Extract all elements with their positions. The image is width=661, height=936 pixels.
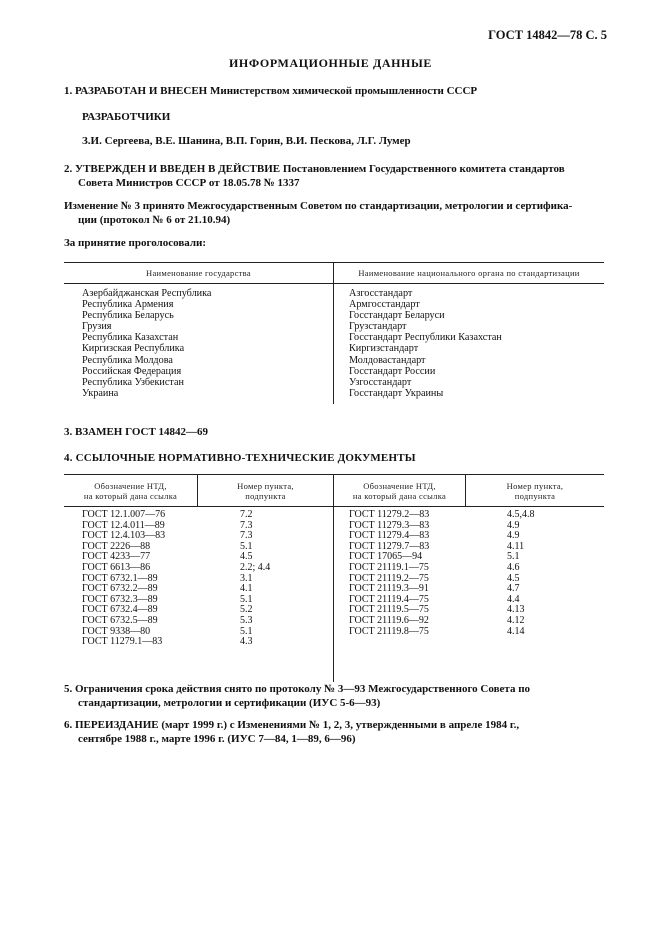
authors-list: З.И. Сергеева, В.Е. Шанина, В.П. Горин, В.И. Пескова, Л.Г. Лумер (82, 135, 411, 147)
section-6-line1: (март 1999 г.) с Изменениями № 1, 2, 3, утвержденными в апреле 1984 г., (161, 719, 520, 731)
refs-left-docs (82, 510, 165, 648)
doc-header-line2: на который дана ссылка (83, 491, 178, 501)
ref-item: 4.6 (507, 561, 520, 573)
state-row: Республика Молдова (82, 354, 173, 366)
ref-doc: ГОСТ 12.4.103—83 (82, 530, 166, 542)
body-row: Узгосстандарт (349, 376, 412, 388)
ref-doc: ГОСТ 6732.4—89 (82, 604, 158, 616)
item-header-line2: подпункта (245, 491, 286, 501)
item-header-line2: подпункта (514, 491, 556, 501)
ref-doc: ГОСТ 11279.2—83 (349, 509, 430, 520)
ref-item: 4.5 (240, 551, 253, 563)
ref-item: 7.3 (240, 519, 253, 531)
ref-item: 5.1 (240, 540, 253, 552)
section-5 (64, 682, 604, 710)
body-row: Госстандарт России (349, 365, 436, 377)
body-row: Грузстандарт (349, 321, 407, 333)
section-1 (64, 84, 477, 98)
ref-item: 7.3 (240, 530, 253, 542)
body-row: Киргизстандарт (349, 343, 419, 355)
ref-item: 5.1 (240, 593, 253, 605)
section-5-line2: стандартизации, метрологии и сертификации (ИУС 5-6—93) (78, 697, 381, 709)
body-row: Армгосстандарт (349, 299, 420, 311)
refs-doc-header-left (64, 481, 197, 501)
ref-item: 5.3 (240, 614, 253, 626)
voted-heading: За принятие проголосовали: (64, 237, 207, 249)
change-3-line1: Изменение № 3 принято Межгосударственным Советом по стандартизации, метрологии и сертифика- (64, 200, 573, 212)
state-row: Азербайджанская Республика (82, 288, 212, 299)
refs-right-items (507, 510, 535, 637)
section-3 (64, 425, 208, 439)
ref-doc: ГОСТ 4233—77 (82, 551, 151, 563)
ref-item: 4.9 (507, 519, 520, 531)
change-3-note (64, 199, 604, 227)
section-5-line1: Ограничения срока действия снято по протоколу № 3—93 Межгосударственного Совета по (75, 683, 531, 695)
section-2-lead: УТВЕРЖДЕН И ВВЕДЕН В ДЕЙСТВИЕ (75, 163, 281, 175)
states-table-top-rule (64, 262, 604, 263)
ref-item: 4.1 (240, 583, 253, 595)
section-3-number: 3. (64, 426, 73, 438)
ref-item: 5.1 (507, 551, 520, 563)
body-row: Госстандарт Республики Казахстан (349, 332, 502, 344)
ref-doc: ГОСТ 11279.3—83 (349, 519, 430, 531)
ref-doc: ГОСТ 9338—80 (82, 625, 151, 637)
page-header: ГОСТ 14842—78 С. 5 (488, 28, 607, 42)
states-table-header-rule (64, 283, 604, 284)
section-2-number: 2. (64, 163, 73, 175)
section-3-text: ВЗАМЕН ГОСТ 14842—69 (75, 426, 209, 438)
doc-header-line1: Обозначение НТД, (94, 481, 167, 491)
ref-doc: ГОСТ 6732.2—89 (82, 583, 158, 595)
section-6-number: 6. (64, 719, 73, 731)
section-2-text-line2: Совета Министров СССР от 18.05.78 № 1337 (78, 177, 300, 189)
ref-item: 4.9 (507, 530, 520, 542)
body-row: Азгосстандарт (349, 288, 413, 299)
ref-doc: ГОСТ 21119.4—75 (349, 593, 429, 605)
ref-doc: ГОСТ 2226—88 (82, 540, 151, 552)
ref-item: 4.14 (507, 625, 525, 637)
ref-doc: ГОСТ 6613—86 (82, 561, 151, 573)
ref-doc: ГОСТ 11279.4—83 (349, 530, 430, 542)
refs-left-items (240, 510, 270, 648)
ref-item: 4.4 (507, 593, 520, 605)
body-row: Молдовастандарт (349, 354, 426, 366)
refs-item-header-right (466, 481, 604, 501)
ref-item: 7.2 (240, 509, 253, 520)
body-row: Госстандарт Беларуси (349, 310, 445, 322)
body-row: Госстандарт Украины (349, 387, 444, 399)
ref-item: 4.13 (507, 604, 525, 616)
ref-doc: ГОСТ 21119.1—75 (349, 561, 429, 573)
refs-item-header-left (198, 481, 333, 501)
ref-item: 4.5,4.8 (507, 509, 535, 520)
state-row: Украина (82, 387, 119, 399)
item-header-line1: Номер пункта, (506, 481, 564, 491)
section-5-number: 5. (64, 683, 73, 695)
ref-item: 5.2 (240, 604, 253, 616)
refs-table-top-rule (64, 474, 604, 475)
section-6 (64, 718, 604, 746)
section-4-text: ССЫЛОЧНЫЕ НОРМАТИВНО-ТЕХНИЧЕСКИЕ ДОКУМЕНТЫ (75, 452, 416, 464)
refs-doc-header-right (334, 481, 465, 501)
section-4-number: 4. (64, 452, 73, 464)
ref-doc: ГОСТ 21119.3—91 (349, 583, 429, 595)
ref-item: 4.3 (240, 636, 253, 648)
ref-doc: ГОСТ 21119.2—75 (349, 572, 429, 584)
state-row: Республика Узбекистан (82, 376, 184, 388)
ref-doc: ГОСТ 11279.7—83 (349, 540, 430, 552)
state-row: Республика Армения (82, 299, 174, 311)
states-col-header: Наименование государства (146, 268, 251, 278)
section-6-lead: ПЕРЕИЗДАНИЕ (75, 719, 159, 731)
section-4 (64, 451, 416, 465)
ref-doc: ГОСТ 12.4.011—89 (82, 519, 165, 531)
section-1-text: Министерством химической промышленности СССР (209, 85, 478, 97)
section-1-lead: РАЗРАБОТАН И ВНЕСЕН (75, 85, 208, 97)
ref-doc: ГОСТ 17065—94 (349, 551, 423, 563)
ref-item: 4.12 (507, 614, 525, 626)
state-row: Республика Беларусь (82, 310, 174, 322)
ref-doc: ГОСТ 11279.1—83 (82, 636, 163, 648)
section-2-text-line1: Постановлением Государственного комитета стандартов (282, 163, 565, 175)
states-column (82, 288, 211, 399)
bodies-column (349, 288, 502, 399)
ref-doc: ГОСТ 6732.5—89 (82, 614, 158, 626)
section-6-line2: сентябре 1988 г., марте 1996 г. (ИУС 7—84, 1—89, 6—96) (78, 733, 356, 745)
section-1-number: 1. (64, 85, 73, 97)
ref-doc: ГОСТ 21119.5—75 (349, 604, 429, 616)
change-3-line2: ции (протокол № 6 от 21.10.94) (78, 214, 231, 226)
ref-doc: ГОСТ 21119.8—75 (349, 625, 429, 637)
ref-doc: ГОСТ 21119.6—92 (349, 614, 429, 626)
doc-header-line1: Обозначение НТД, (363, 481, 436, 491)
ref-item: 2.2; 4.4 (240, 561, 271, 573)
developers-heading: РАЗРАБОТЧИКИ (82, 111, 171, 123)
section-2 (64, 162, 604, 190)
ref-doc: ГОСТ 6732.1—89 (82, 572, 158, 584)
refs-table-header-rule (64, 506, 604, 507)
bodies-col-header: Наименование национального органа по стандартизации (358, 268, 580, 278)
ref-doc: ГОСТ 12.1.007—76 (82, 509, 166, 520)
ref-item: 4.7 (507, 583, 520, 595)
ref-item: 5.1 (240, 625, 253, 637)
doc-header-line2: на который дана ссылка (352, 491, 447, 501)
item-header-line1: Номер пункта, (237, 481, 294, 491)
state-row: Республика Казахстан (82, 332, 179, 344)
ref-item: 4.5 (507, 572, 520, 584)
states-table-column-divider (333, 262, 334, 404)
state-row: Российская Федерация (82, 365, 182, 377)
ref-item: 3.1 (240, 572, 253, 584)
refs-right-docs (349, 510, 429, 637)
state-row: Киргизская Республика (82, 343, 185, 355)
state-row: Грузия (82, 321, 112, 333)
ref-item: 4.11 (507, 540, 525, 552)
refs-center-divider (333, 474, 334, 682)
ref-doc: ГОСТ 6732.3—89 (82, 593, 158, 605)
page-title: ИНФОРМАЦИОННЫЕ ДАННЫЕ (229, 56, 432, 70)
